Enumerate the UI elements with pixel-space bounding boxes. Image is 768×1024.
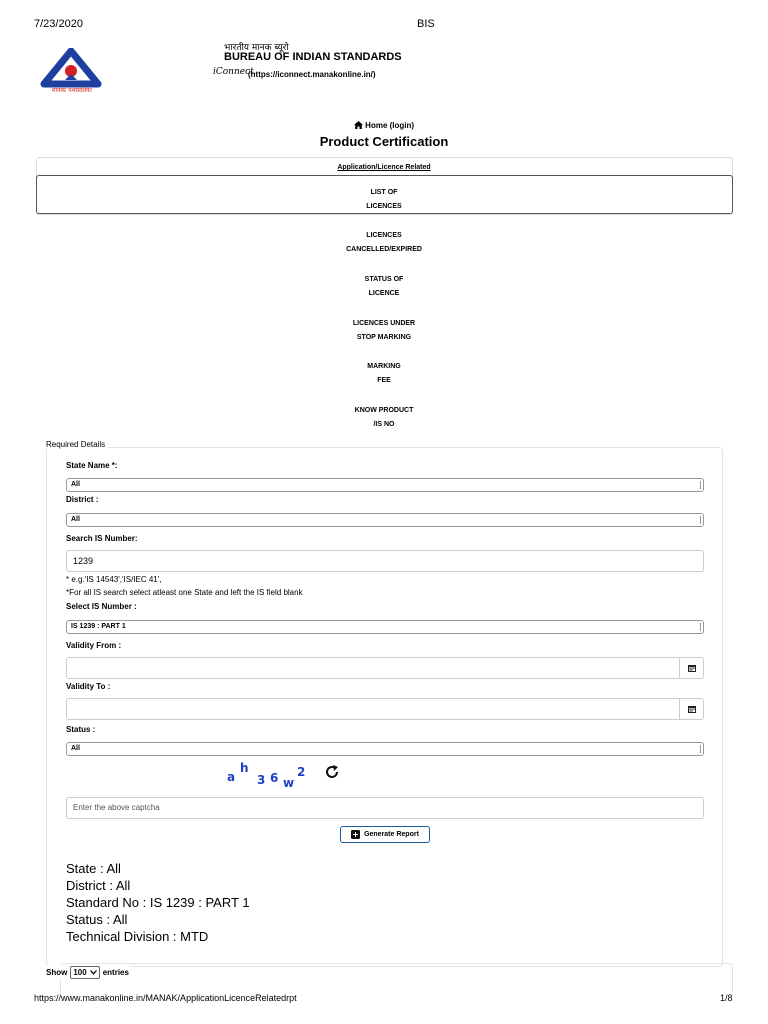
validity-from-input[interactable]: [66, 657, 704, 679]
captcha-char: 2: [297, 765, 306, 779]
validity-to-input[interactable]: [66, 698, 704, 720]
validity-to-label: Validity To :: [66, 682, 111, 691]
fieldset-legend: Required Details: [46, 440, 108, 449]
summary-standard: Standard No : IS 1239 : PART 1: [66, 895, 250, 910]
captcha-input[interactable]: Enter the above captcha: [66, 797, 704, 819]
captcha-char: a: [227, 770, 236, 784]
state-select[interactable]: All: [66, 478, 704, 492]
tab-application-licence-related[interactable]: Application/Licence Related: [337, 164, 431, 171]
generate-report-button[interactable]: [340, 826, 430, 843]
entries-label: entries: [102, 968, 129, 977]
search-is-input[interactable]: 1239: [66, 550, 704, 572]
print-date: 7/23/2020: [34, 18, 83, 30]
status-label: Status :: [66, 725, 96, 734]
iconnect-logo: iConnect: [213, 67, 254, 77]
tab-label-line: LICENCES: [366, 232, 402, 239]
tab-status-of-licence[interactable]: [334, 273, 434, 301]
search-hint-note: *For all IS search select atleast one State and left the IS field blank: [66, 588, 303, 597]
captcha-char: 3: [257, 773, 266, 787]
home-link-label: Home (login): [365, 121, 415, 130]
entries-select[interactable]: [70, 966, 99, 979]
tab-list-of-licences[interactable]: [334, 186, 434, 214]
footer-page-number: 1/8: [720, 993, 733, 1003]
entries-value: 100: [73, 968, 87, 977]
status-select[interactable]: All: [66, 742, 704, 756]
logo-caption: मानकः पथप्रदर्शकः: [52, 87, 92, 94]
captcha-char: w: [283, 776, 295, 790]
tab-label-line: MARKING: [367, 363, 401, 370]
tab-label-line: STOP MARKING: [356, 334, 412, 341]
select-is-select[interactable]: IS 1239 : PART 1: [66, 620, 704, 634]
org-name-hindi: भारतीय मानक ब्यूरो: [224, 43, 289, 53]
calendar-icon[interactable]: [679, 699, 703, 719]
chevron-down-icon: [90, 970, 97, 975]
entries-control: [46, 966, 132, 979]
state-label: State Name *:: [66, 461, 118, 470]
tab-label-line: CANCELLED/EXPIRED: [346, 246, 422, 253]
summary-status: Status : All: [66, 912, 128, 927]
tab-label-line: FEE: [377, 377, 391, 384]
tab-label-line: LICENCES UNDER: [352, 320, 416, 327]
summary-technical-division: Technical Division : MTD: [66, 929, 209, 944]
tab-label-line: STATUS OF: [364, 276, 404, 283]
org-name: BUREAU OF INDIAN STANDARDS: [224, 51, 402, 63]
tab-label-line: LICENCES: [366, 203, 402, 210]
validity-from-label: Validity From :: [66, 641, 122, 650]
select-is-label: Select IS Number :: [66, 602, 137, 611]
home-link[interactable]: [0, 121, 768, 131]
tab-licences-under-stop-marking[interactable]: [334, 317, 434, 345]
tab-label-line: /IS NO: [373, 421, 395, 428]
footer-url: https://www.manakonline.in/MANAK/ApplicationLicenceRelatedrpt: [34, 993, 297, 1003]
results-table-container: [60, 963, 733, 993]
page-title: Product Certification: [319, 134, 449, 149]
captcha-image: [227, 763, 317, 791]
search-is-label: Search IS Number:: [66, 534, 138, 543]
tab-licences-cancelled-expired[interactable]: [334, 229, 434, 257]
generate-report-label: Generate Report: [364, 831, 419, 838]
iconnect-link[interactable]: (https://iconnect.manakonline.in/): [248, 70, 376, 79]
tab-label-line: LICENCE: [368, 290, 400, 297]
show-label: Show: [46, 968, 68, 977]
summary-state: State : All: [66, 861, 121, 876]
tab-label-line: LIST OF: [370, 189, 398, 196]
calendar-icon[interactable]: [679, 658, 703, 678]
print-title: BIS: [417, 18, 435, 30]
tab-know-product-is-no[interactable]: [334, 404, 434, 432]
captcha-char: 6: [270, 771, 279, 785]
district-label: District :: [66, 495, 99, 504]
captcha-char: h: [240, 761, 249, 775]
tab-marking-fee[interactable]: [334, 360, 434, 388]
search-hint-example: * e.g.'IS 14543','IS/IEC 41',: [66, 575, 162, 584]
plus-square-icon: [351, 830, 360, 839]
district-select[interactable]: All: [66, 513, 704, 527]
bis-logo: [40, 48, 102, 98]
summary-district: District : All: [66, 878, 131, 893]
refresh-icon[interactable]: [324, 764, 340, 780]
tab-label-line: KNOW PRODUCT: [354, 407, 414, 414]
home-icon: [354, 121, 363, 131]
